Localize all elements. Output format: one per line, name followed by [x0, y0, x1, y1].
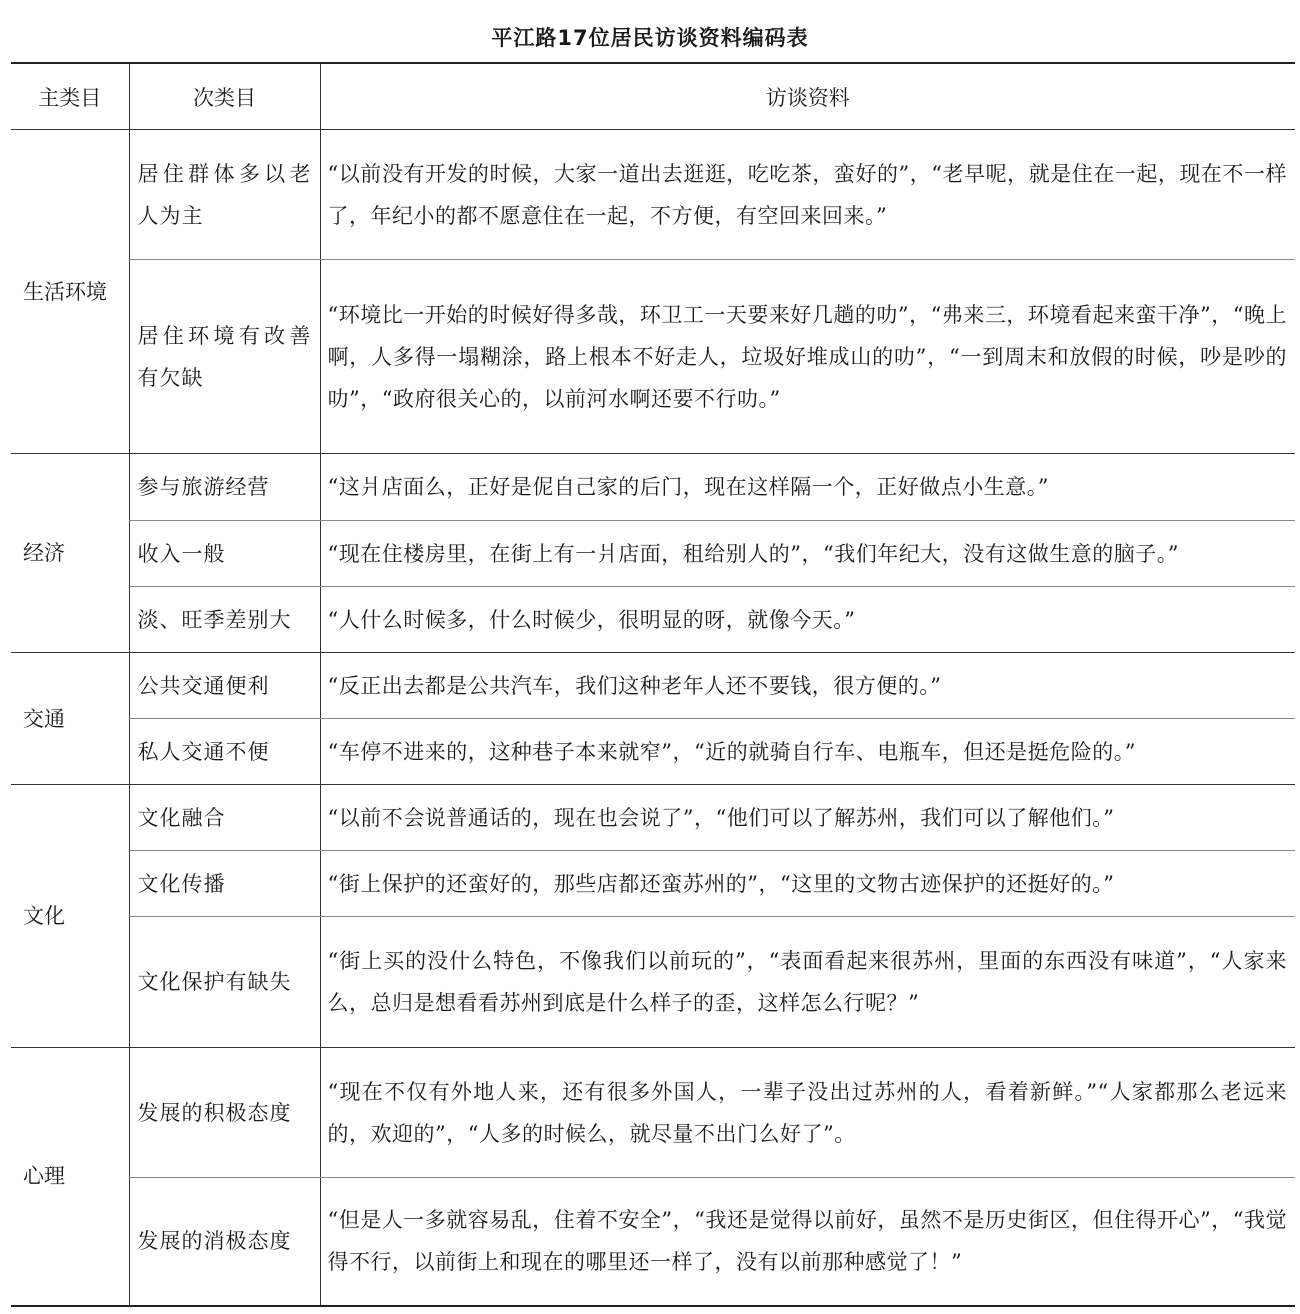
- subcategory-cell: 淡、旺季差别大: [129, 587, 320, 653]
- main-category-cell: 心理: [11, 1048, 129, 1306]
- subcategory-cell: 发展的积极态度: [129, 1048, 320, 1178]
- table-title: 平江路17位居民访谈资料编码表: [491, 26, 809, 50]
- table-body: [11, 130, 1295, 1306]
- main-category-cell: 经济: [11, 454, 129, 653]
- subcategory-cell: 文化传播: [129, 851, 320, 917]
- interview-text-cell: “环境比一开始的时候好得多哉，环卫工一天要来好几趟的叻”，“弗来三，环境看起来蛮干净”，“晚上啊，人多得一塌糊涂，路上根本不好走人，垃圾好堆成山的叻”，“一到周末和放假的时候，吵是吵的叻”，“政府很关心的，以前河水啊还要不行叻。”: [320, 260, 1295, 454]
- table-row: [11, 130, 1295, 260]
- interview-text-cell: “街上保护的还蛮好的，那些店都还蛮苏州的”，“这里的文物古迹保护的还挺好的。”: [320, 851, 1295, 917]
- coding-table: [11, 62, 1295, 1307]
- subcategory-cell: 私人交通不便: [129, 719, 320, 785]
- header-subcategory: 次类目: [129, 63, 320, 130]
- table-row: [11, 521, 1295, 587]
- subcategory-cell: 居住群体多以老人为主: [129, 130, 320, 260]
- header-interview-text: 访谈资料: [320, 63, 1295, 130]
- main-category-cell: 文化: [11, 785, 129, 1048]
- table-row: [11, 1048, 1295, 1178]
- table-row: [11, 260, 1295, 454]
- table-row: [11, 653, 1295, 719]
- table-row: [11, 719, 1295, 785]
- table-row: [11, 587, 1295, 653]
- table-row: [11, 454, 1295, 521]
- interview-text-cell: “以前不会说普通话的，现在也会说了”，“他们可以了解苏州，我们可以了解他们。”: [320, 785, 1295, 851]
- subcategory-cell: 文化保护有缺失: [129, 917, 320, 1048]
- main-category-cell: 生活环境: [11, 130, 129, 454]
- table-row: [11, 1178, 1295, 1306]
- interview-text-cell: “现在住楼房里，在街上有一爿店面，租给别人的”，“我们年纪大，没有这做生意的脑子。”: [320, 521, 1295, 587]
- main-category-cell: 交通: [11, 653, 129, 785]
- table-row: [11, 851, 1295, 917]
- subcategory-cell: 发展的消极态度: [129, 1178, 320, 1306]
- interview-text-cell: “人什么时候多，什么时候少，很明显的呀，就像今天。”: [320, 587, 1295, 653]
- interview-text-cell: “车停不进来的，这种巷子本来就窄”，“近的就骑自行车、电瓶车，但还是挺危险的。”: [320, 719, 1295, 785]
- interview-text-cell: “但是人一多就容易乱，住着不安全”，“我还是觉得以前好，虽然不是历史街区，但住得开心”，“我觉得不行，以前街上和现在的哪里还一样了，没有以前那种感觉了！”: [320, 1178, 1295, 1306]
- subcategory-cell: 收入一般: [129, 521, 320, 587]
- subcategory-cell: 文化融合: [129, 785, 320, 851]
- header-row: [11, 63, 1295, 130]
- interview-text-cell: “以前没有开发的时候，大家一道出去逛逛，吃吃茶，蛮好的”，“老早呢，就是住在一起，现在不一样了，年纪小的都不愿意住在一起，不方便，有空回来回来。”: [320, 130, 1295, 260]
- table-row: [11, 785, 1295, 851]
- header-main-category: 主类目: [11, 63, 129, 130]
- subcategory-cell: 参与旅游经营: [129, 454, 320, 521]
- interview-text-cell: “这爿店面么，正好是伲自己家的后门，现在这样隔一个，正好做点小生意。”: [320, 454, 1295, 521]
- interview-text-cell: “街上买的没什么特色，不像我们以前玩的”，“表面看起来很苏州，里面的东西没有味道”，“人家来么，总归是想看看苏州到底是什么样子的歪，这样怎么行呢？”: [320, 917, 1295, 1048]
- table-row: [11, 917, 1295, 1048]
- interview-text-cell: “反正出去都是公共汽车，我们这种老年人还不要钱，很方便的。”: [320, 653, 1295, 719]
- interview-text-cell: “现在不仅有外地人来，还有很多外国人，一辈子没出过苏州的人，看着新鲜。”“人家都那么老远来的，欢迎的”，“人多的时候么，就尽量不出门么好了”。: [320, 1048, 1295, 1178]
- subcategory-cell: 公共交通便利: [129, 653, 320, 719]
- subcategory-cell: 居住环境有改善有欠缺: [129, 260, 320, 454]
